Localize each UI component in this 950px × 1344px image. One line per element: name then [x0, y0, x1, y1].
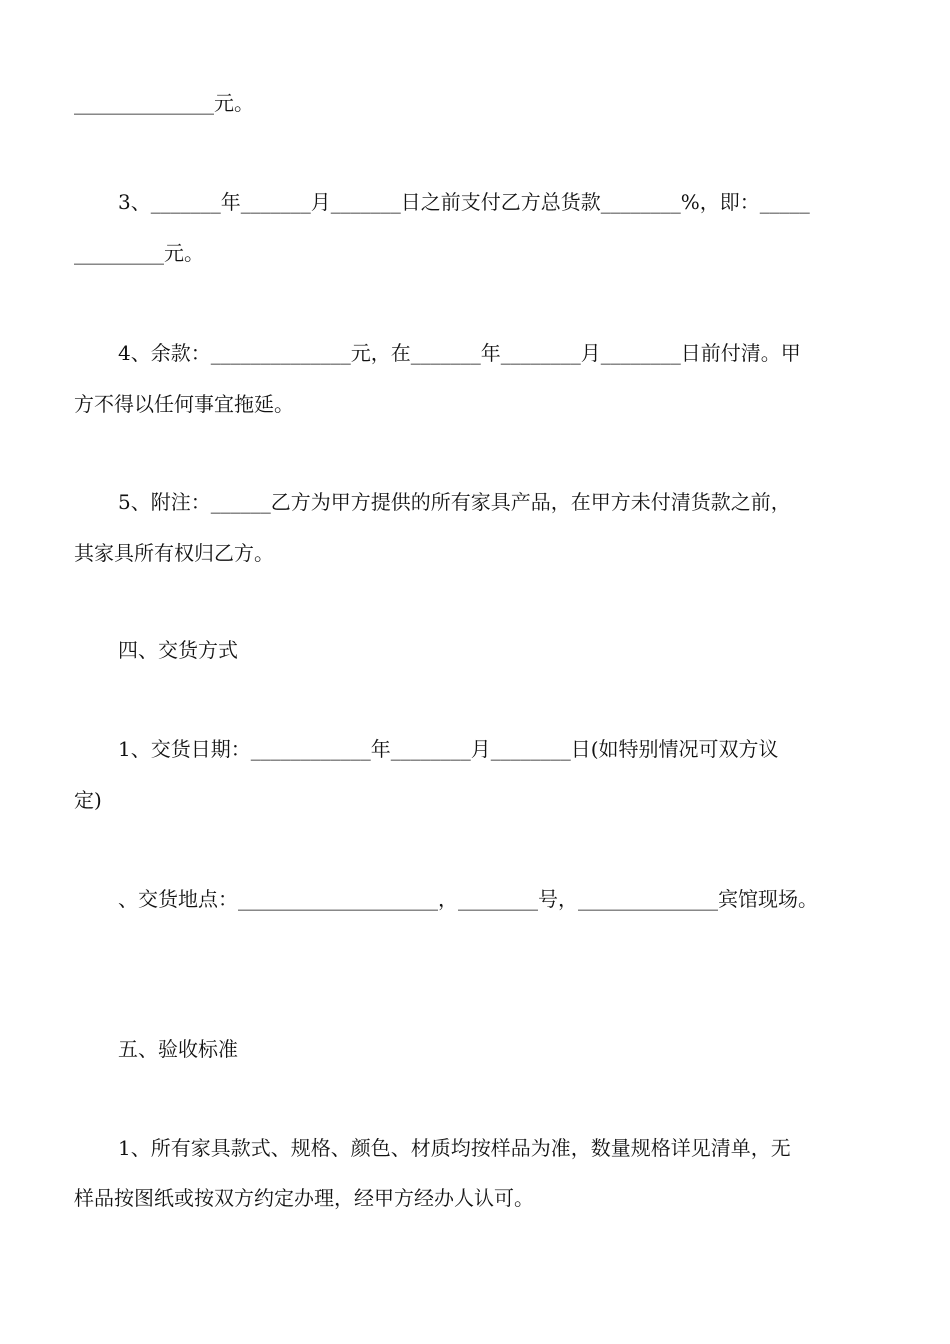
text-line: 样品按图纸或按双方约定办理，经甲方经办人认可。 [74, 1186, 534, 1210]
text-line: 方不得以任何事宜拖延。 [74, 392, 294, 416]
text-line: _________元。 [74, 241, 204, 265]
payment-item-4: 4、余款：______________元，在_______年________月________日前付清。甲 [118, 341, 801, 365]
section-heading-delivery: 四、交货方式 [118, 638, 238, 662]
payment-item-3: 3、_______年_______月_______日之前支付乙方总货款________%，即：_____ [118, 190, 810, 214]
text-line: 定) [74, 788, 102, 812]
text-line: ______________元。 [74, 91, 254, 115]
acceptance-item-1: 1、所有家具款式、规格、颜色、材质均按样品为准，数量规格详见清单，无 [118, 1136, 791, 1160]
delivery-location-item: 、交货地点：____________________，________号，______________宾馆现场。 [118, 887, 818, 911]
text-line: 其家具所有权归乙方。 [74, 541, 274, 565]
delivery-date-item: 1、交货日期：____________年________月________日(如特别情况可双方议 [118, 737, 779, 761]
section-heading-acceptance: 五、验收标准 [118, 1037, 238, 1061]
payment-item-5: 5、附注：______乙方为甲方提供的所有家具产品，在甲方未付清货款之前， [118, 490, 791, 514]
